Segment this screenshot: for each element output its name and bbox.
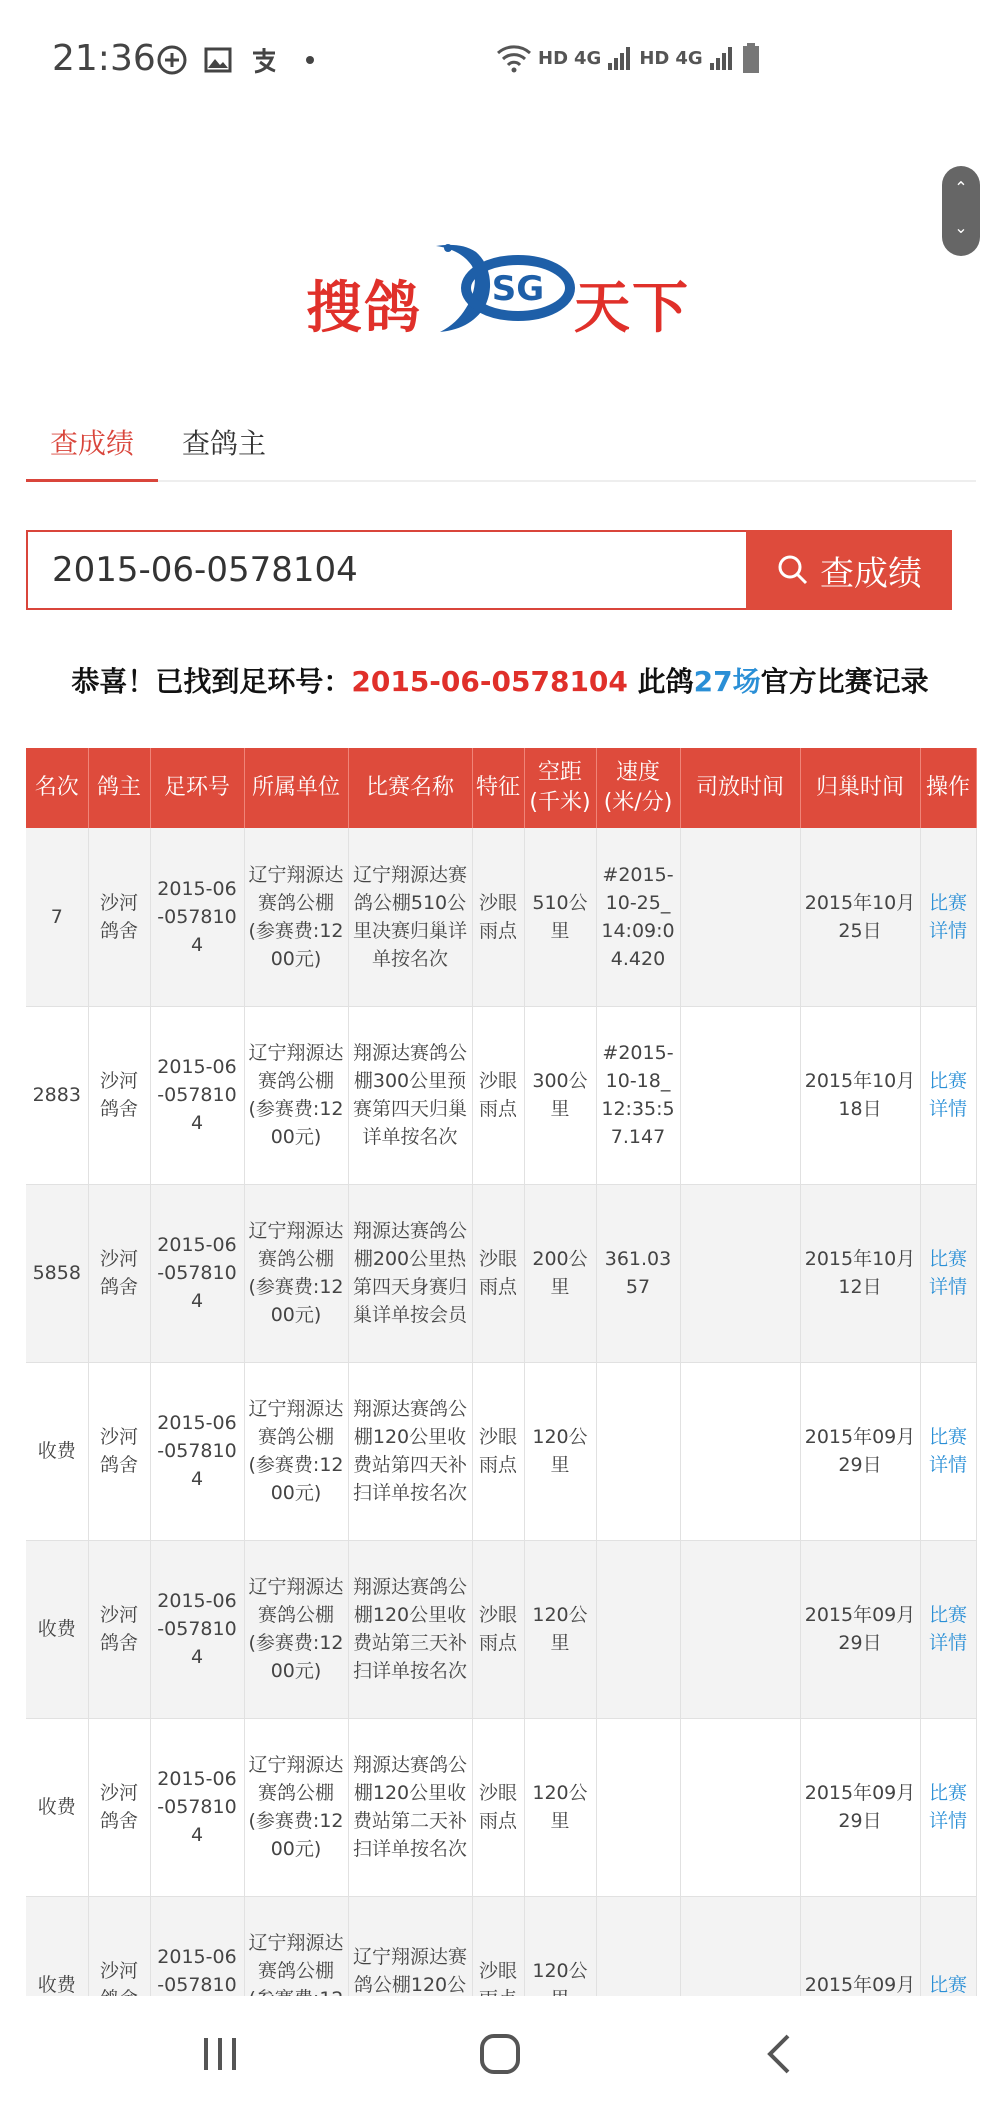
cell-release [680, 1718, 800, 1896]
table-row [26, 1184, 976, 1362]
result-middle: 此鸽 [627, 665, 694, 698]
col-race: 比赛名称 [348, 748, 472, 828]
system-nav-bar [0, 1996, 1000, 2111]
col-action: 操作 [920, 748, 976, 828]
cell-unit: 辽宁翔源达赛鸽公棚(参赛费:1200元) [244, 1006, 348, 1184]
chevron-up-icon[interactable]: ⌃ [954, 178, 968, 197]
cell-speed [596, 1362, 680, 1540]
cell-release [680, 1184, 800, 1362]
cell-unit: 辽宁翔源达赛鸽公棚(参赛费:1200元) [244, 1540, 348, 1718]
cell-unit: 辽宁翔源达赛鸽公棚(参赛费:1200元) [244, 828, 348, 1006]
net-label: 4G [574, 47, 602, 69]
cell-ring: 2015-06-0578104 [150, 828, 244, 1006]
cell-feature: 沙眼雨点 [472, 1006, 524, 1184]
battery-icon [741, 42, 761, 74]
cell-race: 翔源达赛鸽公棚120公里收费站第三天补扫详单按名次 [348, 1540, 472, 1718]
results-table [26, 748, 977, 2075]
dot-icon [294, 44, 326, 76]
recent-apps-icon[interactable] [196, 2030, 244, 2078]
col-speed: 速度(米/分) [596, 748, 680, 828]
scroll-widget[interactable] [942, 166, 980, 256]
cell-arrival: 2015年09月29日 [800, 1540, 920, 1718]
plus-circle-icon [156, 44, 188, 76]
race-detail-link[interactable]: 比赛详情 [928, 891, 967, 942]
cell-speed: #2015-10-25_14:09:04.420 [596, 828, 680, 1006]
cell-owner: 沙河鸽舍 [88, 1540, 150, 1718]
cell-release [680, 1540, 800, 1718]
table-header-row [26, 748, 976, 828]
cell-rank: 收费 [26, 1896, 88, 2074]
cell-unit: 辽宁翔源达赛鸽公棚(参赛费:1200元) [244, 1184, 348, 1362]
ring-search-input[interactable]: 2015-06-0578104 [26, 530, 746, 610]
hd-label: HD [538, 47, 569, 69]
result-summary [0, 660, 1000, 700]
cell-ring: 2015-06-0578104 [150, 1718, 244, 1896]
result-prefix: 恭喜！已找到足环号： [71, 665, 352, 698]
cell-unit: 辽宁翔源达赛鸽公棚(参赛费:1200元) [244, 1362, 348, 1540]
cell-release [680, 1362, 800, 1540]
search-button[interactable] [746, 530, 952, 610]
results-table-wrapper[interactable] [26, 748, 976, 1996]
status-right-icons [496, 42, 761, 74]
race-detail-link[interactable]: 比赛详情 [928, 1248, 967, 1298]
search-button-label: 查成绩 [820, 553, 922, 594]
cell-speed [596, 1718, 680, 1896]
cell-arrival: 2015年10月12日 [800, 1184, 920, 1362]
cell-unit: 辽宁翔源达赛鸽公棚(参赛费:1200元) [244, 1718, 348, 1896]
cell-ring: 2015-06-0578104 [150, 1006, 244, 1184]
status-time: 21:36 [52, 38, 156, 79]
cell-feature: 沙眼雨点 [472, 1540, 524, 1718]
cell-rank: 收费 [26, 1540, 88, 1718]
table-row [26, 1540, 976, 1718]
site-logo[interactable] [306, 238, 696, 341]
cell-release [680, 828, 800, 1006]
cell-distance: 300公里 [524, 1006, 596, 1184]
col-owner: 鸽主 [88, 748, 150, 828]
cell-race: 翔源达赛鸽公棚300公里预赛第四天归巢详单按名次 [348, 1006, 472, 1184]
cell-feature: 沙眼雨点 [472, 1718, 524, 1896]
net-label-2: 4G [675, 47, 703, 69]
logo-text-right: 天下 [574, 276, 690, 341]
cell-distance: 200公里 [524, 1184, 596, 1362]
table-row [26, 1362, 976, 1540]
cell-ring: 2015-06-0578104 [150, 1362, 244, 1540]
col-ring: 足环号 [150, 748, 244, 828]
cell-distance: 510公里 [524, 828, 596, 1006]
race-detail-link[interactable]: 比赛详情 [928, 1070, 967, 1120]
cell-rank: 2883 [26, 1006, 88, 1184]
cell-release [680, 1006, 800, 1184]
home-icon[interactable] [476, 2030, 524, 2078]
col-unit: 所属单位 [244, 748, 348, 828]
cell-feature: 沙眼雨点 [472, 1184, 524, 1362]
table-row [26, 1006, 976, 1184]
search-icon [776, 553, 810, 587]
pigeon-logo-icon [426, 238, 576, 338]
cell-ring: 2015-06-0578104 [150, 1540, 244, 1718]
logo-text-left: 搜鸽 [306, 276, 422, 341]
cell-action [920, 1006, 976, 1184]
cell-unit: 辽宁翔源达赛鸽公棚 [244, 1896, 348, 2074]
wifi-icon [496, 43, 532, 73]
race-detail-link[interactable]: 比赛详情 [928, 1426, 967, 1476]
cell-action [920, 1718, 976, 1896]
cell-ring: 2015-06-057810 [150, 1896, 244, 2074]
back-icon[interactable] [756, 2030, 804, 2078]
race-detail-link[interactable]: 比赛详情 [928, 1782, 967, 1832]
col-distance: 空距(千米) [524, 748, 596, 828]
cell-rank: 7 [26, 828, 88, 1006]
signal-icon [607, 45, 633, 71]
logo-mark-text: SG [491, 269, 545, 309]
status-bar [0, 0, 1000, 120]
col-feature: 特征 [472, 748, 524, 828]
status-left-icons [156, 44, 326, 76]
race-detail-link[interactable]: 比赛 [928, 1974, 967, 1996]
table-row [26, 1718, 976, 1896]
hd-label-2: HD [639, 47, 670, 69]
cell-race: 翔源达赛鸽公棚120公里收费站第四天补扫详单按名次 [348, 1362, 472, 1540]
result-ring: 2015-06-0578104 [351, 665, 628, 698]
cell-owner: 沙河鸽舍 [88, 1718, 150, 1896]
cell-owner: 沙河 [88, 1896, 150, 2074]
cell-distance: 120公 [524, 1896, 596, 2074]
cell-owner: 沙河鸽舍 [88, 1006, 150, 1184]
result-suffix: 官方比赛记录 [760, 665, 929, 698]
cell-speed: #2015-10-18_12:35:57.147 [596, 1006, 680, 1184]
cell-action [920, 828, 976, 1006]
cell-race: 辽宁翔源达赛鸽公棚510公里决赛归巢详单按名次 [348, 828, 472, 1006]
table-row [26, 828, 976, 1006]
col-arrival: 归巢时间 [800, 748, 920, 828]
signal-icon-2 [709, 45, 735, 71]
gallery-icon [202, 44, 234, 76]
cell-rank: 收费 [26, 1718, 88, 1896]
cell-arrival: 2015年10月25日 [800, 828, 920, 1006]
cell-arrival: 2015年09月29日 [800, 1718, 920, 1896]
tab-query-owner[interactable]: 查鸽主 [182, 427, 267, 460]
cell-arrival: 2015年10月18日 [800, 1006, 920, 1184]
cell-action [920, 1540, 976, 1718]
alipay-icon [248, 44, 280, 76]
col-release: 司放时间 [680, 748, 800, 828]
cell-arrival: 2015年09月29日 [800, 1362, 920, 1540]
cell-ring: 2015-06-0578104 [150, 1184, 244, 1362]
cell-owner: 沙河鸽舍 [88, 1184, 150, 1362]
cell-owner: 沙河鸽舍 [88, 828, 150, 1006]
cell-distance: 120公里 [524, 1718, 596, 1896]
tab-query-results[interactable]: 查成绩 [26, 420, 158, 482]
race-detail-link[interactable]: 比赛详情 [928, 1604, 967, 1654]
search-tabs [26, 420, 976, 482]
cell-speed [596, 1540, 680, 1718]
cell-action [920, 1362, 976, 1540]
cell-race: 翔源达赛鸽公棚200公里热第四天身赛归巢详单按会员 [348, 1184, 472, 1362]
cell-speed: 361.0357 [596, 1184, 680, 1362]
cell-feature: 沙眼雨点 [472, 1362, 524, 1540]
cell-action [920, 1184, 976, 1362]
cell-feature: 沙眼雨点 [472, 828, 524, 1006]
col-rank: 名次 [26, 748, 88, 828]
cell-owner: 沙河鸽舍 [88, 1362, 150, 1540]
cell-race: 辽宁翔源达赛鸽公棚120公 [348, 1896, 472, 2074]
cell-arrival: 2015年09月 [800, 1896, 920, 2074]
chevron-down-icon[interactable]: ⌄ [954, 218, 968, 237]
cell-distance: 120公里 [524, 1540, 596, 1718]
result-count: 27场 [693, 665, 761, 698]
cell-rank: 5858 [26, 1184, 88, 1362]
table-body [26, 828, 976, 2074]
cell-distance: 120公里 [524, 1362, 596, 1540]
cell-rank: 收费 [26, 1362, 88, 1540]
cell-feature: 沙眼 [472, 1896, 524, 2074]
cell-race: 翔源达赛鸽公棚120公里收费站第二天补扫详单按名次 [348, 1718, 472, 1896]
